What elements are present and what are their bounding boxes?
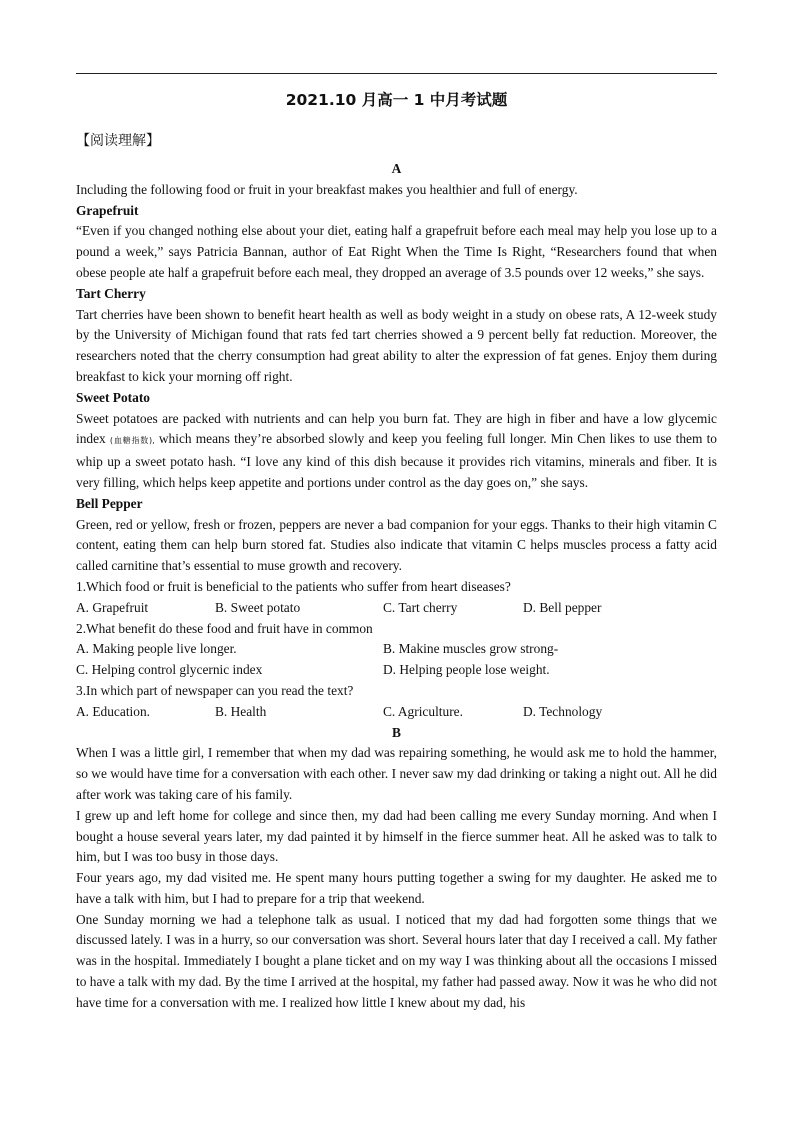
q3-option-a: A. Education.: [76, 703, 151, 719]
page-title: 2021.10 月高一 1 中月考试题: [285, 91, 508, 109]
document-body: [76, 159, 717, 1014]
heading-tart-cherry: Tart Cherry: [76, 285, 146, 301]
glycemic-note: (血糖指数),: [109, 436, 155, 446]
passage-a-intro: Including the following food or fruit in your breakfast makes you healthier and full of energy.: [76, 181, 578, 197]
q1-option-c: C. Tart cherry: [383, 599, 458, 615]
question-2-options-row2: [76, 660, 717, 681]
question-2-stem: 2.What benefit do these food and fruit have in common: [76, 620, 373, 636]
passage-b-paragraph-1: When I was a little girl, I remember that when my dad was repairing something, he would ask me to hold the hammer, so we would have time for a conversation with each other. I never saw my dad drinking or taking a night out. All he did after work was taking care of his family.: [76, 745, 717, 802]
passage-a-label: A: [391, 161, 402, 176]
heading-grapefruit: Grapefruit: [76, 202, 139, 218]
passage-b-paragraph-2: I grew up and left home for college and since then, my dad had been calling me every Sunday morning. And when I bought a house several years later, my dad painted it by himself in the fierce summer heat. All he asked was to talk to him, but I was too busy in those days.: [76, 807, 717, 865]
q1-option-b: B. Sweet potato: [215, 599, 301, 615]
header-rule: [76, 73, 717, 74]
question-2-options-row1: [76, 639, 717, 660]
q2-option-b: B. Makine muscles grow strong-: [383, 641, 559, 657]
paragraph-grapefruit: “Even if you changed nothing else about your diet, eating half a grapefruit before each meal may help you lose up to a pound a week,” says Patricia Bannan, author of Eat Right When the Time Is Right, “Researchers found that when obese people ate half a grapefruit before each meal, they dropped an average of 3.5 pounds over 12 weeks,” she says.: [76, 223, 717, 280]
q2-option-c: C. Helping control glycernic index: [76, 662, 263, 678]
question-1-options: [76, 598, 717, 619]
passage-b-paragraph-3: Four years ago, my dad visited me. He spent many hours putting together a swing for my daughter. He asked me to have a talk with him, but I had to prepare for a trip that weekend.: [76, 870, 717, 906]
q3-option-b: B. Health: [215, 703, 267, 719]
q1-option-d: D. Bell pepper: [523, 599, 602, 615]
q1-option-a: A. Grapefruit: [76, 599, 149, 615]
paragraph-tart-cherry: Tart cherries have been shown to benefit heart health as well as body weight in a study on obese rats, A 12-week study by the University of Michigan found that rats fed tart cherries showed a 9 percent belly fat reduction. Moreover, the researchers noted that the cherry consumption had great ability to alter the expression of fat genes. Enjoy them during breakfast to kick your morning off right.: [76, 306, 717, 384]
passage-b-label: B: [392, 724, 401, 740]
paragraph-bell-pepper: Green, red or yellow, fresh or frozen, peppers are never a bad companion for your eggs. Thanks to their high vitamin C content, eating them can help burn stored fat. Studies also indicate that vitamin C helps muscles process a fatty acid called carnitine that’s essential to muse growth and recovery.: [76, 516, 717, 574]
q3-option-c: C. Agriculture.: [383, 703, 463, 719]
q3-option-d: D. Technology: [523, 703, 603, 719]
paragraph-sweet-potato-part1: Sweet potatoes are packed with nutrients and can help you burn fat. They are high in fiber and have a low glycemic index: [76, 410, 717, 447]
passage-b-paragraph-4: One Sunday morning we had a telephone talk as usual. I noticed that my dad had forgotten some things that we discussed lately. I was in a hurry, so our conversation was short. Several hours later that day I received a call. My father was in the hospital. Immediately I bought a plane ticket and on my way I was thinking about all the occasions I missed to have a talk with my dad. By the time I arrived at the hospital, my father had passed away. Now it was he who did not have time for a conversation with me. I realized how little I knew about my dad, his: [76, 911, 717, 1010]
paragraph-sweet-potato: [76, 409, 717, 494]
heading-sweet-potato: Sweet Potato: [76, 389, 150, 405]
heading-bell-pepper: Bell Pepper: [76, 495, 143, 511]
section-tag: 【阅读理解】: [76, 133, 160, 149]
question-3-options: [76, 702, 717, 723]
question-1-stem: 1.Which food or fruit is beneficial to the patients who suffer from heart diseases?: [76, 578, 511, 594]
paragraph-sweet-potato-part2: which means they’re absorbed slowly and keep you feeling full longer. Min Chen likes to use them to whip up a sweet potato hash. “I love any kind of this dish because it provides rich vitamins, minerals and fiber. It is very filling, which helps keep appetite and portions under control as the day goes on,” she says.: [76, 431, 717, 490]
question-3-stem: 3.In which part of newspaper can you read the text?: [76, 682, 354, 698]
q2-option-a: A. Making people live longer.: [76, 641, 237, 657]
q2-option-d: D. Helping people lose weight.: [383, 662, 550, 678]
